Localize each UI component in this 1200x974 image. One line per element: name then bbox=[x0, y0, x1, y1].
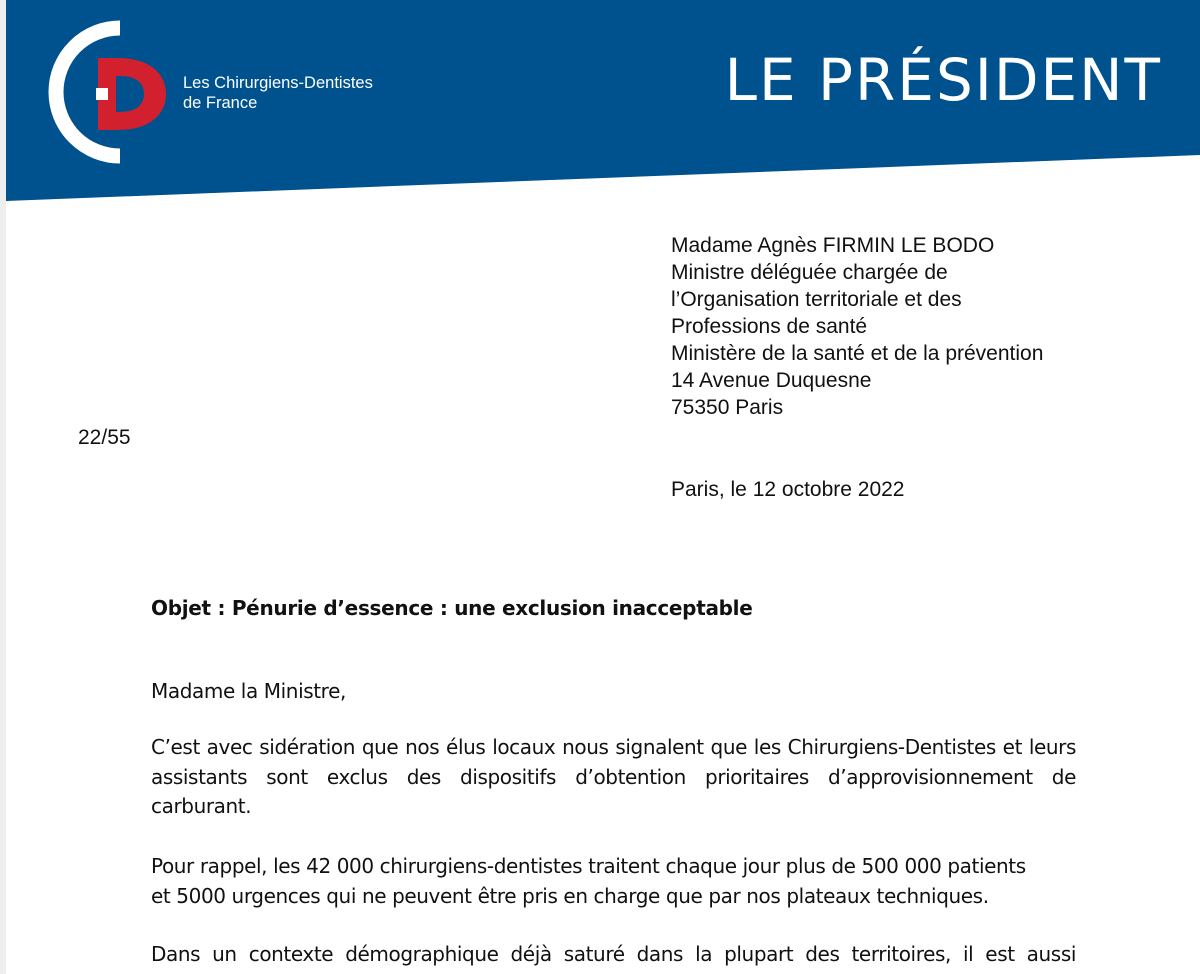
logo-notch bbox=[96, 88, 108, 100]
address-line: l’Organisation territoriale et des bbox=[671, 288, 962, 311]
address-line: 75350 Paris bbox=[671, 396, 784, 419]
brand-name bbox=[183, 73, 373, 113]
salutation: Madame la Ministre, bbox=[151, 679, 346, 703]
paragraph-1: C’est avec sidération que nos élus locaux nous signalent que les Chirurgiens-Dentistes et leurs assistants sont exclus des dispositifs d’obtention prioritaires d’approvisionnement de carburant. bbox=[151, 735, 1076, 818]
letter-subject: Objet : Pénurie d’essence : une exclusion inacceptable bbox=[151, 596, 753, 620]
letter-date: Paris, le 12 octobre 2022 bbox=[671, 478, 905, 501]
address-line: Ministère de la santé et de la prévention bbox=[671, 342, 1044, 365]
page-left-margin bbox=[0, 0, 6, 974]
address-line: Professions de santé bbox=[671, 315, 868, 338]
address-line: 14 Avenue Duquesne bbox=[671, 369, 872, 392]
brand-line-1: Les Chirurgiens-Dentistes bbox=[183, 74, 373, 92]
address-line: Madame Agnès FIRMIN LE BODO bbox=[671, 234, 995, 257]
letter-reference: 22/55 bbox=[78, 426, 131, 449]
recipient-address bbox=[671, 232, 1043, 421]
brand-line-2: de France bbox=[183, 94, 258, 112]
paragraph-line: Pour rappel, les 42 000 chirurgiens-dentistes traitent chaque jour plus de 500 000 patients bbox=[151, 854, 1026, 878]
paragraph-line: et 5000 urgences qui ne peuvent être pris en charge que par nos plateaux techniques. bbox=[151, 883, 989, 908]
president-title: LE PRÉSIDENT bbox=[724, 46, 1162, 114]
paragraph-2 bbox=[151, 852, 1076, 911]
address-line: Ministre déléguée chargée de bbox=[671, 261, 948, 284]
paragraph-3: Dans un contexte démographique déjà saturé dans la plupart des territoires, il est aussi bbox=[151, 942, 1076, 966]
